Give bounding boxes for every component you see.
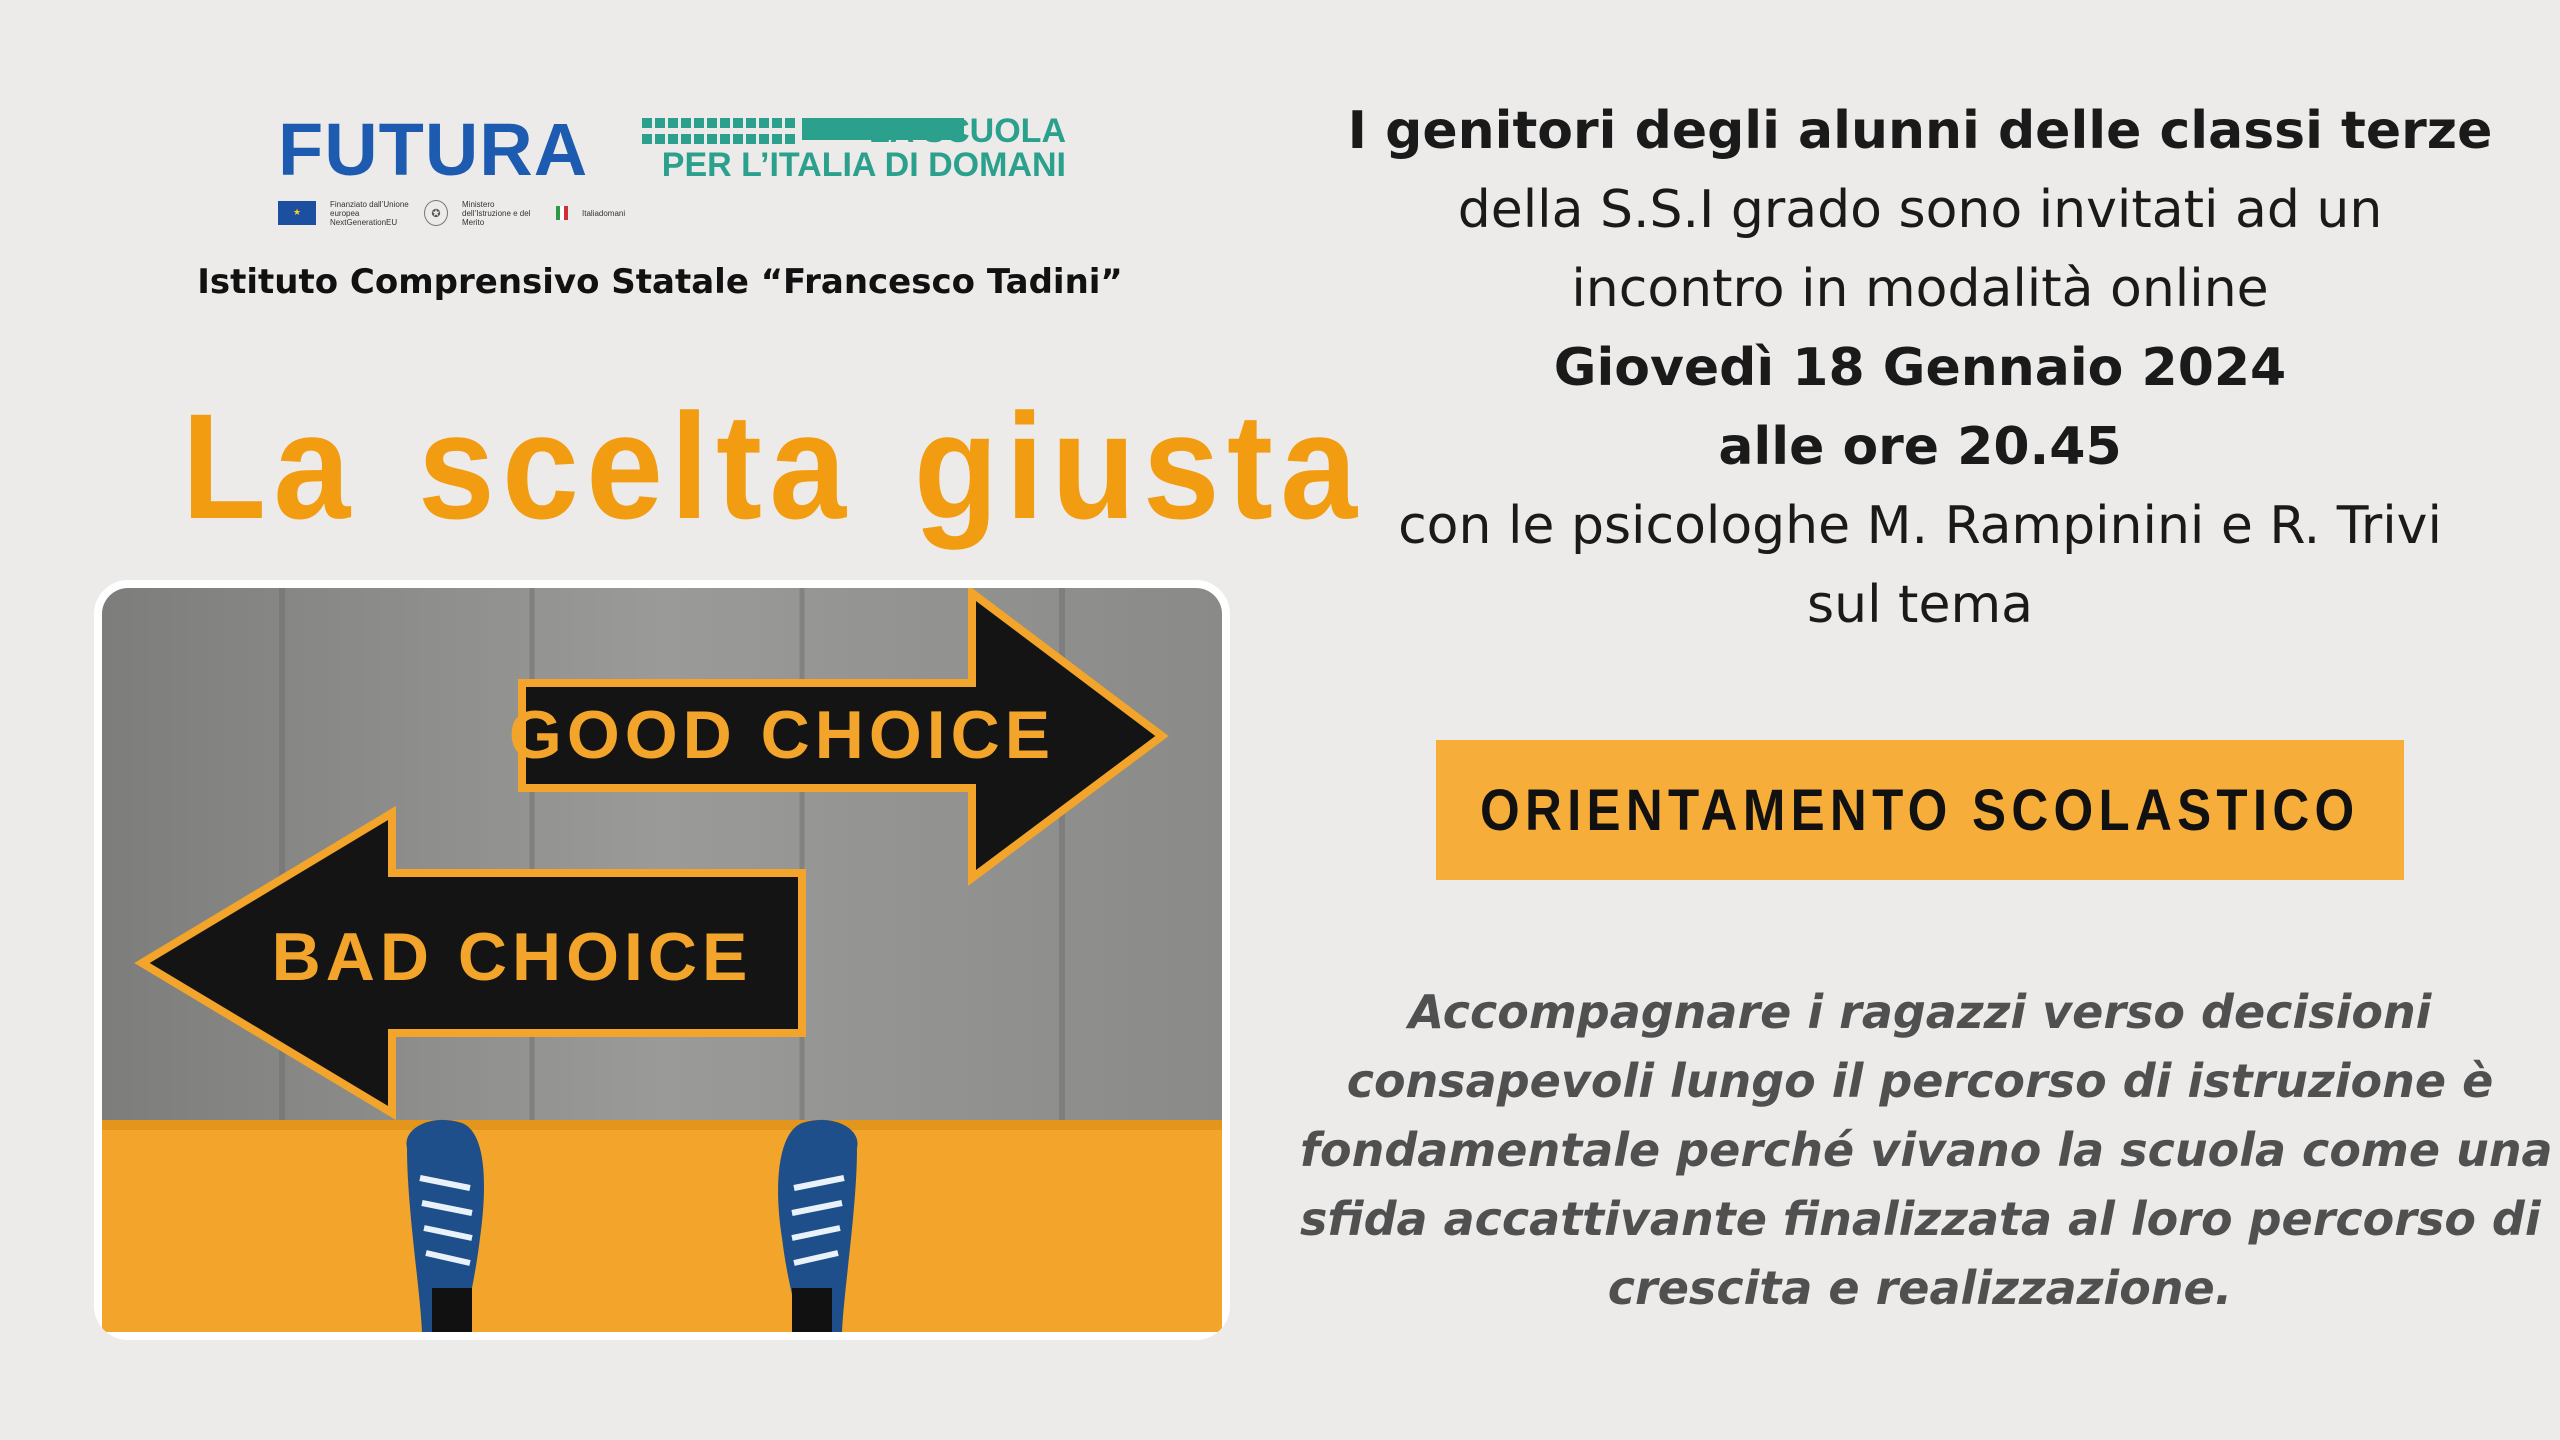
description-line-5: crescita e realizzazione. — [1607, 1261, 2233, 1315]
page-title: La scelta giusta — [181, 382, 1365, 550]
futura-logo: FUTURA — [278, 108, 589, 191]
description-text — [1300, 978, 2553, 1323]
institute-name: Istituto Comprensivo Statale “Francesco Tadini” — [197, 262, 1123, 302]
topic-label: ORIENTAMENTO SCOLASTICO — [1480, 777, 2360, 843]
logo-header — [278, 108, 1066, 230]
funding-logos — [278, 198, 662, 228]
description-line-2: consapevoli lungo il percorso di istruzione è — [1346, 1054, 2494, 1108]
invitation-line-1: I genitori degli alunni delle classi terze — [1347, 101, 2493, 161]
choice-arrows-photo — [94, 580, 1230, 1340]
scuola-logo-text: LA SCUOLA PER L’ITALIA DI DOMANI — [661, 112, 1066, 184]
event-date: Giovedì 18 Gennaio 2024 — [1553, 338, 2287, 398]
event-time: alle ore 20.45 — [1718, 417, 2122, 477]
eu-funding-label: Finanziato dall’Unione europea NextGenerationEU — [330, 199, 409, 227]
invitation-line-6: con le psicologhe M. Rampinini e R. Trivi — [1398, 496, 2442, 556]
good-choice-label: GOOD CHOICE — [508, 697, 1056, 773]
topic-banner — [1436, 740, 2404, 880]
italiadomani-label: Italiadomani — [582, 208, 626, 218]
photo-illustration — [102, 588, 1222, 1332]
invitation-line-3: incontro in modalità online — [1571, 259, 2269, 319]
yellow-floor-stripe — [102, 1123, 1222, 1332]
invitation-line-2: della S.S.I grado sono invitati ad un — [1457, 180, 2383, 240]
italy-flag-icon — [556, 206, 568, 220]
ministry-label: Ministero dell’Istruzione e del Merito — [462, 199, 531, 227]
description-line-1: Accompagnare i ragazzi verso decisioni — [1408, 985, 2432, 1039]
invitation-line-7: sul tema — [1807, 575, 2033, 635]
description-line-3: fondamentale perché vivano la scuola come una — [1300, 1123, 2553, 1177]
italian-emblem-icon: ✪ — [424, 200, 448, 226]
eu-flag-icon: ★ — [278, 201, 316, 225]
description-line-4: sfida accattivante finalizzata al loro percorso di — [1300, 1192, 2541, 1246]
bad-choice-label: BAD CHOICE — [271, 919, 753, 995]
invitation-text — [1340, 92, 2500, 645]
